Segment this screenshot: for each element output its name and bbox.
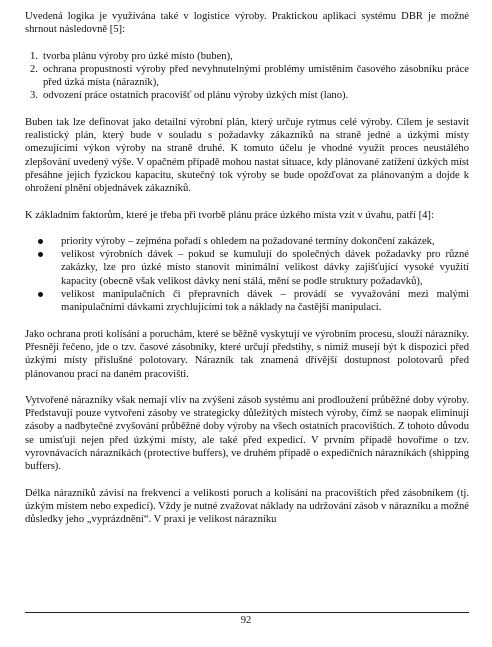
footer-divider — [25, 612, 469, 613]
list-item — [25, 89, 469, 102]
factors-list — [25, 235, 469, 315]
intro-paragraph: Uvedená logika je využívána také v logistice výroby. Praktickou aplikaci systému DBR je možné shrnout následovně [5]: — [25, 11, 469, 36]
list-item — [25, 63, 469, 90]
list-item-text: priority výroby – zejména pořadí s ohledem na požadované termíny dokončení zakázek, — [61, 235, 435, 247]
list-item — [25, 50, 469, 63]
naraznik-paragraph: Jako ochrana proti kolísání a poruchám, které se běžně vyskytují ve výrobním procesu, slouží nárazníky. Přesněji řečeno, jde o tzv. časové zásobníky, které určují předstihy, s nimiž musejí být k dispozici před úzkými místy příslušné polotovary. Nárazník tak znamená dřívější dostupnost polotovarů před plánovanou prací na daném pracovišti. — [25, 328, 469, 380]
document-page — [25, 10, 469, 540]
list-item — [25, 288, 469, 315]
dbr-steps-list — [25, 50, 469, 103]
buben-paragraph: Buben tak lze definovat jako detailní výrobní plán, který určuje rytmus celé výroby. Cílem je sestavit realistický plán, který bude v souladu s požadavky zákazníků na straně jedné a úzkými místy omezujícími výkon výroby na straně druhé. K tomuto účelu je vhodné využít proces neustálého zlepšování uvedený výše. V opačném případě mohou nastat situace, kdy plánované zatížení úzkých míst přesáhne jejich fyzickou kapacitu, skutečný tok výroby se bude opožďovat za plánovaným a dojde k ohrožení plnění objednávek zákazníků. — [25, 116, 469, 195]
bullet-icon — [38, 239, 43, 244]
list-item — [25, 248, 469, 288]
vytvorene-paragraph: Vytvořené nárazníky však nemají vliv na zvýšení zásob systému ani prodloužení průběžné doby výroby. Představují pouze vytvoření zásoby ve strategicky důležitých místech výroby, čímž se naopak eliminují zásoby a nadbytečné zvyšování průběžné doby výroby na všech ostatních pracovištích. Z tohoto důvodu se umisťují nejen před úzkými místy, ale také před expedicí. V prvním případě hovoříme o tzv. vyrovnávacích nárazníkách (protective buffers), ve druhém případě o expedičních nárazníkách (shipping buffers). — [25, 394, 469, 473]
list-item-text: tvorba plánu výroby pro úzké místo (buben), — [43, 50, 233, 62]
list-item-number: 2. — [30, 63, 38, 75]
list-item — [25, 235, 469, 248]
list-item-number: 3. — [30, 90, 38, 102]
list-item-text: velikost výrobních dávek – pokud se kumulují do společných dávek požadavky pro různé zakázky, lze pro úzké místo stanovit minimální velikost dávky zajišťující vysoké využití kapacity (obecně však velikost dávky není stálá, mění se podle struktury požadavků), — [61, 249, 469, 287]
list-item-text: odvození práce ostatních pracovišť od plánu výroby úzkých míst (lano). — [43, 90, 349, 102]
list-item-text: velikost manipulačních či přepravních dávek – provádí se vyvažování mezi malými manipulačními dávkami zrychlujícími tok a náklady na častější manipulaci. — [61, 289, 469, 314]
factors-paragraph: K základním faktorům, které je třeba při tvorbě plánu práce úzkého místa vzít v úvahu, patří [4]: — [25, 209, 434, 221]
bullet-icon — [38, 252, 43, 257]
delka-paragraph: Délka nárazníků závisí na frekvenci a velikosti poruch a kolísání na pracovištích před zásobníkem (tj. úzkým místem nebo expedicí). Vždy je nutné zvažovat náklady na udržování zásob v nárazníku a možné důsledky jeho „vyprázdnění“. V praxi je velikost nárazníku — [25, 487, 469, 526]
page-number: 92 — [240, 615, 252, 626]
list-item-number: 1. — [30, 50, 38, 62]
list-item-text: ochrana propustnosti výroby před nevyhnutelnými problémy umístěním časového zásobníku práce před úzká místa (nárazník), — [43, 63, 469, 89]
bullet-icon — [38, 292, 43, 297]
